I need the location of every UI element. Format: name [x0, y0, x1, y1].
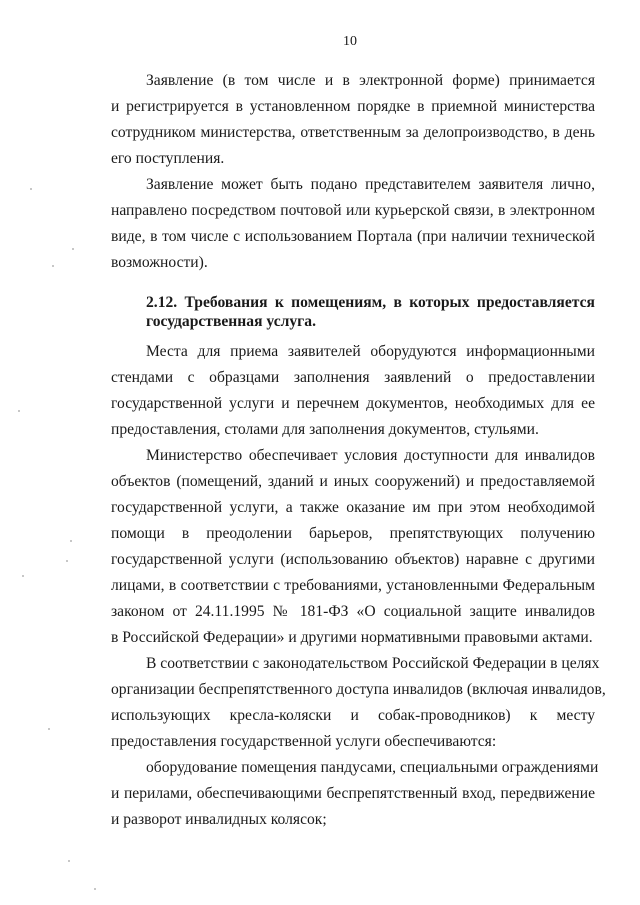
paragraph-line: и разворот инвалидных колясок;: [111, 811, 327, 828]
paragraph-line: сотрудником министерства, ответственным за делопроизводство, в день: [111, 124, 595, 141]
paragraph-line: его поступления.: [111, 150, 225, 167]
scan-speck: [48, 728, 50, 730]
paragraph-line: государственной услуги (использованию объектов) наравне с другими: [111, 551, 595, 568]
paragraph-line: стендами с образцами заполнения заявлений о предоставлении: [111, 369, 595, 386]
paragraph-line: Заявление может быть подано представителем заявителя лично,: [146, 176, 595, 193]
page-number: 10: [343, 34, 357, 49]
paragraph-line: направлено посредством почтовой или курьерской связи, в электронном: [111, 202, 595, 219]
section-heading: 2.12. Требования к помещениям, в которых предоставляется: [146, 294, 595, 311]
paragraph-line: и регистрируется в установленном порядке в приемной министерства: [111, 98, 595, 115]
paragraph-line: государственной услуги, а также оказание им при этом необходимой: [111, 499, 595, 516]
paragraph-line: помощи в преодолении барьеров, препятствующих получению: [111, 525, 595, 542]
scan-speck: [22, 575, 24, 577]
scan-speck: [68, 860, 70, 862]
paragraph-line: Места для приема заявителей оборудуются информационными: [146, 343, 595, 360]
paragraph-line: возможности).: [111, 254, 208, 271]
scan-speck: [70, 540, 72, 542]
section-heading: государственная услуга.: [146, 313, 316, 330]
scan-speck: [52, 265, 54, 267]
paragraph-line: Министерство обеспечивает условия доступности для инвалидов: [146, 447, 595, 464]
scan-speck: [94, 888, 96, 890]
scan-speck: [18, 410, 20, 412]
paragraph-line: государственной услуги и перечнем документов, необходимых для ее: [111, 395, 595, 412]
paragraph-line: организации беспрепятственного доступа инвалидов (включая инвалидов,: [111, 681, 606, 698]
scan-speck: [30, 188, 32, 190]
paragraph-line: законом от 24.11.1995 № 181-ФЗ «О социальной защите инвалидов: [111, 603, 595, 620]
paragraph-line: Заявление (в том числе и в электронной форме) принимается: [146, 72, 595, 89]
paragraph-line: В соответствии с законодательством Российской Федерации в целях: [146, 655, 600, 672]
paragraph-line: использующих кресла-коляски и собак-проводников) к месту: [111, 707, 595, 724]
paragraph-line: и перилами, обеспечивающими беспрепятственный вход, передвижение: [111, 785, 595, 802]
scan-speck: [72, 248, 74, 250]
paragraph-line: в Российской Федерации» и другими нормативными правовыми актами.: [111, 629, 593, 646]
paragraph-line: объектов (помещений, зданий и иных сооружений) и предоставляемой: [111, 473, 595, 490]
paragraph-line: предоставления государственной услуги обеспечиваются:: [111, 733, 497, 750]
paragraph-line: лицами, в соответствии с требованиями, установленными Федеральным: [111, 577, 595, 594]
scan-speck: [66, 560, 68, 562]
paragraph-line: виде, в том числе с использованием Портала (при наличии технической: [111, 228, 595, 245]
paragraph-line: оборудование помещения пандусами, специальными ограждениями: [146, 759, 599, 776]
paragraph-line: предоставления, столами для заполнения документов, стульями.: [111, 421, 539, 438]
